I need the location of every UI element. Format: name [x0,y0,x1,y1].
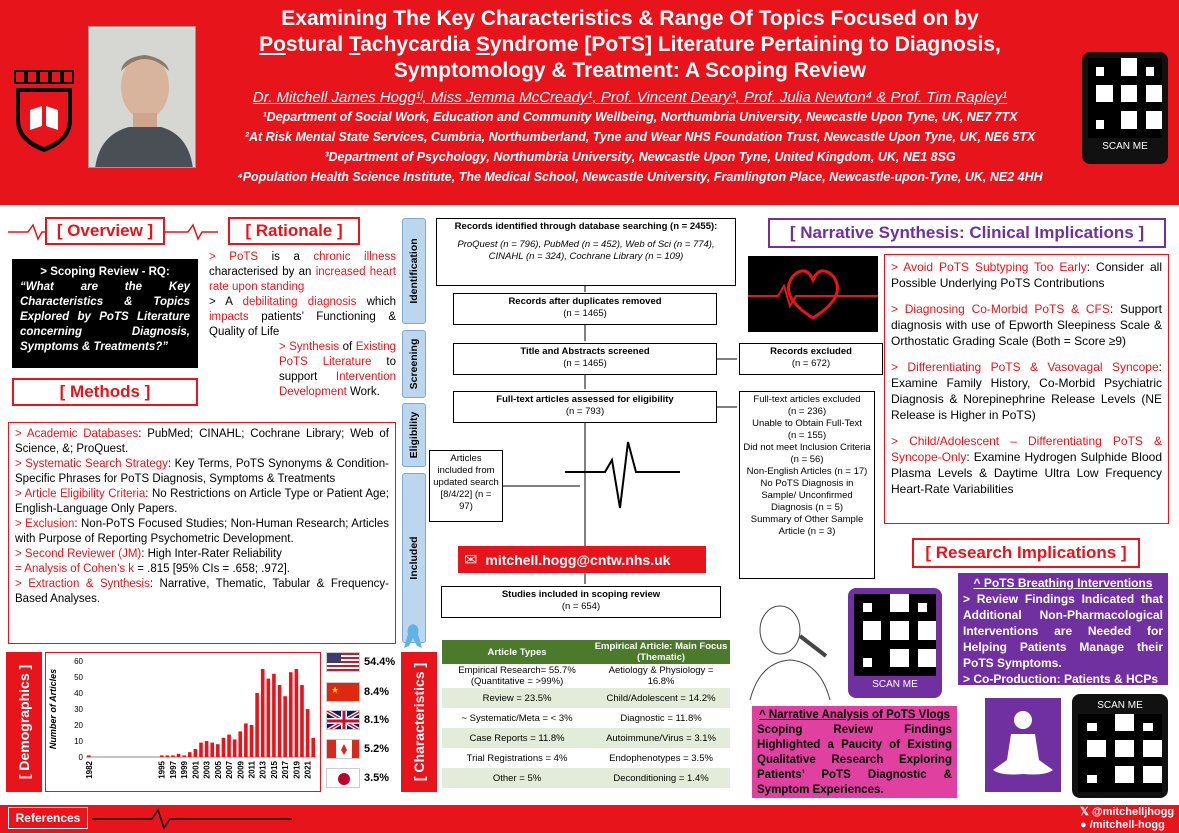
y-tick-label: 10 [74,737,83,746]
title-acronym-t: T [348,33,361,56]
bar-2009 [238,731,242,757]
title-line-2 [200,32,1060,58]
bar-2011 [250,725,254,757]
table-row: Empirical Research= 55.7% (Quantitative = >99%) Aetiology & Physiology = 16.8% [458,665,714,687]
x-tick-label: 2005 [213,761,223,779]
bar-2010 [244,723,248,757]
clinical-implications-panel [884,254,1169,524]
col-header-article-types: Article Types [442,640,592,664]
method-databases: > Academic Databases: PubMed; CINAHL; Cochrane Library; Web of Science, &; ProQuest. [15,428,389,455]
characteristics-table [442,640,730,788]
researchgate-icon: ● [1080,819,1090,831]
flow-updated-search: Articles included from updated search [8/4/22] (n = 97) [429,450,503,522]
clinical-point-4: > Child/Adolescent – Differentiating PoTS & Syncope-Only: Examine Hydrogen Sulphide Blood Plasma Levels & Daytime Ultra Low Frequency Heart-Rate Variabilities [891,434,1162,496]
vlogs-analysis-box [752,706,957,798]
research-implications-heading: [ Research Implications ] [912,538,1140,568]
twitter-link[interactable]: 𝕏 @mitchelljhogg [1080,806,1175,818]
breathing-body: > Review Findings Indicated that Additional Non-Pharmacological Interventions are Needed for Helping Patients Manage their PoTS Symptoms. [963,592,1163,670]
vlogs-title: ^ Narrative Analysis of PoTS Vlogs [759,709,950,721]
references-label[interactable]: References [8,807,88,829]
qr-pattern [1088,58,1162,138]
flow-records-excluded: Records excluded (n = 672) [739,343,883,375]
bar-2018 [289,672,293,757]
coproduction-text: > Co-Production: Patients & HCPs [963,672,1159,686]
bar-2000 [188,752,192,757]
y-tick-label: 60 [74,657,83,666]
overview-heading: [ Overview ] [45,217,165,245]
affiliation-4: ⁴Population Health Science Institute, The Medical School, Newcastle University, Framlington Place, Newcastle-upon-Tyne, UK, NE2 4HH [237,170,1043,184]
researchgate-link[interactable]: ● /mitchell-hogg [1080,819,1165,831]
university-crest-logo [12,70,76,154]
bar-2008 [233,739,237,757]
bar-2006 [222,738,226,757]
scan-me-label: SCAN ME [1102,141,1148,152]
author-photo [88,26,196,168]
qr-pattern [854,594,936,676]
method-eligibility: > Article Eligibility Criteria: No Restrictions on Article Type or Patient Age; English-Language Only Papers. [15,488,389,515]
country-percentage: 3.5% [364,772,390,784]
rationale-heading: [ Rationale ] [228,217,360,245]
x-tick-label: 2003 [202,761,212,779]
table-row: Trial Registrations = 4% Endophenotypes = 3.5% [466,752,713,764]
flag-canada-icon [326,739,360,759]
bar-2014 [267,679,271,757]
affiliation-1: ¹Department of Social Work, Education and Community Wellbeing, Northumbria University, Newcastle Upon Tyne, UK, NE7 7TX [262,110,1018,124]
x-tick-label: 2001 [191,761,201,779]
rationale-text [209,250,396,400]
clinical-point-3: > Differentiating PoTS & Vasovagal Syncope: Examine Family History, Co-Morbid Psychiatric Diagnosis & Norepinephrine Release Levels (NE Release is Higher in PoTS) [891,360,1162,422]
title-acronym-s: S [475,33,490,56]
stage-screening: Screening [402,330,426,398]
awareness-ribbon-icon [402,622,424,650]
person-sketch-image [740,590,840,700]
header-qr-code[interactable] [1082,52,1168,164]
flag-japan-icon [326,768,360,788]
bar-2015 [272,674,276,757]
title-line-1: Examining The Key Characteristics & Range Of Topics Focused on by [281,7,979,30]
heartbeat-line-icon [92,808,292,830]
table-row: Other = 5% Deconditioning = 1.4% [442,768,730,788]
country-percentage: 54.4% [364,656,396,668]
bar-2022 [311,738,315,757]
x-tick-label: 2013 [258,761,268,779]
flow-title-abstract-screened: Title and Abstracts screened (n = 1465) [453,343,717,375]
bar-1998 [177,754,181,757]
table-row: ~ Systematic/Meta = < 3% Diagnostic = 11.8% [461,712,702,724]
x-tick-label: 1995 [157,761,167,779]
country-percentage: 8.1% [364,714,390,726]
title-line-3: Symptomology & Treatment: A Scoping Review [393,59,867,82]
method-exclusion: > Exclusion: Non-PoTS Focused Studies; Non-Human Research; Articles with Purpose of Reporting Psychometric Development. [15,518,389,545]
breathing-qr-code[interactable] [1072,694,1168,798]
rq-text: “What are the Key Characteristics & Topics Explored by PoTS Literature concerning Diagnosis, Symptoms & Treatments?” [20,281,190,353]
rq-title: > Scoping Review - RQ: [40,266,170,278]
rationale-point-1: > PoTS is a chronic illness characterised by an increased heart rate upon standing [209,251,396,293]
year-chart-frame [45,652,321,792]
bar-2017 [283,696,287,757]
bar-2013 [261,669,265,757]
meditation-icon [985,698,1061,792]
poster-title [200,6,1060,84]
col-header-main-focus: Empirical Article: Main Focus (Thematic) [592,640,730,664]
bar-2002 [199,743,203,757]
bar-1982 [87,755,91,757]
table-row: Review = 23.5% Child/Adolescent = 14.2% [442,688,730,708]
x-tick-label: 2021 [303,761,313,779]
clinical-point-1: > Avoid PoTS Subtyping Too Early: Consider all Possible Underlying PoTS Contributions [891,260,1163,290]
x-tick-label: 2009 [236,761,246,779]
stage-eligibility: Eligibility [402,403,426,467]
bar-2016 [278,685,282,757]
affiliation-3: ³Department of Psychology, Northumbria University, Newcastle Upon Tyne, United Kingdom, UK, NE1 8SG [324,150,956,164]
clinical-implications-heading: [ Narrative Synthesis: Clinical Implications ] [768,218,1166,248]
affiliation-2: ²At Risk Mental State Services, Cumbria, Northumberland, Tyne and Wear NHS Foundation Trust, Newcastle Upon Tyne, UK, NE6 5TX [244,130,1036,144]
country-percentage: 8.4% [364,686,390,698]
scan-me-label: SCAN ME [872,679,918,690]
vlogs-body: Scoping Review Findings Highlighted a Paucity of Existing Qualitative Research Exploring Patients’ PoTS Diagnostic & Symptom Experiences. [757,724,952,796]
envelope-icon: ✉ [464,551,478,569]
bar-2012 [255,693,259,757]
vlog-qr-code[interactable] [848,588,942,698]
research-question-box [12,259,198,368]
flow-studies-included: Studies included in scoping review (n = 654) [441,586,721,618]
table-row: Case Reports = 11.8% Autoimmune/Virus = 3.1% [442,728,730,748]
x-tick-label: 2015 [269,761,279,779]
flow-records-identified: Records identified through database searching (n = 2455): ProQuest (n = 796), PubMed (n = 452), Web of Sci (n = 774), CINAHL (n = 324), Cochrane Library (n = 109) [436,218,736,286]
method-second-reviewer: > Second Reviewer (JM): High Inter-Rater Reliability [15,548,282,560]
bar-2003 [205,741,209,757]
stage-identification: Identification [402,218,426,324]
title-text: yndrome [PoTS] Literature Pertaining to Diagnosis, [489,33,1001,56]
bar-1999 [182,755,186,757]
country-percentage: 5.2% [364,743,390,755]
y-tick-label: 0 [78,753,83,762]
x-tick-label: 1982 [84,761,94,779]
bar-1997 [171,755,175,757]
breathing-title: ^ PoTS Breathing Interventions [973,576,1153,590]
bar-1996 [166,755,170,757]
x-tick-label: 2007 [225,761,235,779]
method-extraction: > Extraction & Synthesis: Narrative, Thematic, Tabular & Frequency-Based Analyses. [15,578,389,605]
y-tick-label: 30 [74,705,83,714]
twitter-icon: 𝕏 [1080,806,1092,818]
x-tick-label: 1997 [168,761,178,779]
title-acronym-po: Po [259,33,286,56]
demographics-side-label: [ Demographics ] [6,652,42,792]
flow-fulltext-assessed: Full-text articles assessed for eligibility (n = 793) [453,391,717,423]
bar-1995 [160,755,164,757]
flag-china-icon [326,682,360,702]
flow-duplicates-removed: Records after duplicates removed (n = 1465) [453,293,717,325]
x-tick-label: 1999 [180,761,190,779]
bar-2001 [194,749,198,757]
y-axis-label: Number of Articles [48,668,58,750]
title-text: achycardia [360,33,476,56]
heart-logo-image [748,256,878,332]
flag-uk-icon [326,710,360,730]
bar-2020 [300,685,304,757]
qr-pattern [1078,714,1162,792]
bar-2019 [295,669,299,757]
breathing-interventions-box [958,573,1168,685]
method-cohens-k: = Analysis of Cohen’s k = .815 [95% CIs = .658; .972]. [15,563,291,575]
x-tick-label: 2017 [281,761,291,779]
method-search-strategy: > Systematic Search Strategy: Key Terms, PoTS Synonyms & Condition-Specific Phrases for PoTS Diagnosis, Symptoms & Treatments [15,458,390,485]
contact-email[interactable]: mitchell.hogg@cntw.nhs.uk [485,551,671,568]
rationale-point-2: > A debilitating diagnosis which impacts patients’ Functioning & Quality of Life [209,296,396,338]
articles-per-year-chart [46,653,322,793]
title-text: stural [285,33,349,56]
contact-email-banner[interactable] [458,546,706,573]
y-tick-label: 20 [74,721,83,730]
y-tick-label: 40 [74,689,83,698]
x-tick-label: 2011 [247,761,257,779]
social-links [1080,806,1176,832]
stage-included: Included [402,473,426,643]
bar-2007 [227,735,231,757]
bar-2005 [216,744,220,757]
x-tick-label: 2019 [292,761,302,779]
methods-panel [8,422,396,644]
y-tick-label: 50 [74,673,83,682]
bar-2021 [306,709,310,757]
flag-usa-icon [326,652,360,672]
flow-fulltext-excluded: Full-text articles excluded (n = 236) Unable to Obtain Full-Text (n = 155) Did not meet Inclusion Criteria (n = 56) Non-English Articles (n = 17) No PoTS Diagnosis in Sample/ Unconfirmed Diagnosis (n = 5) Summary of Other Sample Article (n = 3) [739,391,875,579]
scan-me-label: SCAN ME [1097,700,1143,711]
rationale-point-3: > Synthesis of Existing PoTS Literature to support Intervention Development Work. [279,341,396,398]
svg-text:★: ★ [331,685,340,695]
author-list: Dr. Mitchell James Hogg¹ʲ, Miss Jemma McCready¹, Prof. Vincent Deary³, Prof. Julia Newton⁴ & Prof. Tim Rapley¹ [252,89,1008,106]
characteristics-side-label: [ Characteristics ] [401,652,437,792]
clinical-point-2: > Diagnosing Co-Morbid PoTS & CFS: Support diagnosis with use of Epworth Sleepiness Scale & Orthostatic Grading Scale (Both = Score ≥9) [891,302,1162,348]
methods-heading: [ Methods ] [12,378,198,406]
bar-2004 [210,743,214,757]
